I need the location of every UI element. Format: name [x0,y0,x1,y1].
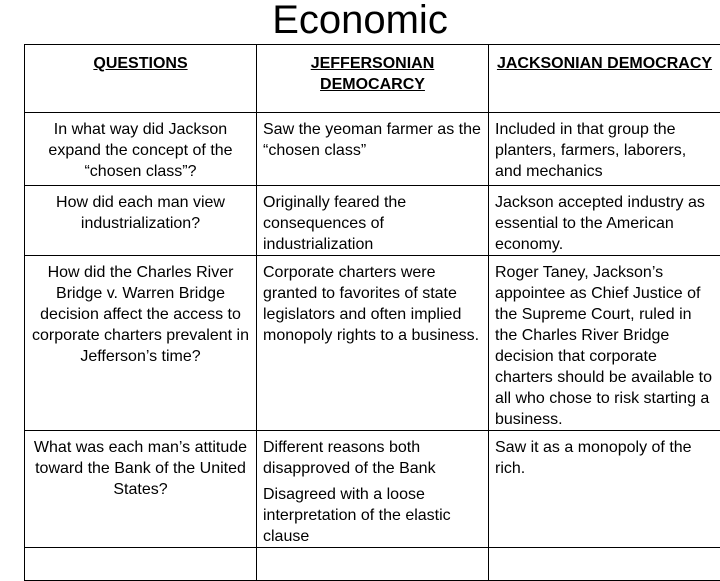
header-questions [25,45,257,113]
comparison-table [24,44,720,581]
jeffersonian-cell [257,431,489,548]
slide-title: Economic [0,0,720,40]
header-jeffersonian-label: JEFFERSONIAN DEMOCARCY [311,55,435,93]
header-questions-label: QUESTIONS [93,55,187,72]
header-jacksonian-label: JACKSONIAN DEMOCRACY [497,55,712,72]
table-row [25,256,720,431]
table-row [25,113,720,186]
jeffersonian-paragraph: Different reasons both disapproved of the Bank [263,437,482,479]
jacksonian-cell: Jackson accepted industry as essential to the American economy. [489,186,720,256]
jacksonian-cell: Roger Taney, Jackson’s appointee as Chief Justice of the Supreme Court, ruled in the Charles River Bridge decision that corporate charters should be available to all who chose to risk starting a business. [489,256,720,431]
jeffersonian-cell: Saw the yeoman farmer as the “chosen class” [257,113,489,186]
empty-row [25,548,720,581]
question-cell: How did each man view industrialization? [25,186,257,256]
jacksonian-cell: Included in that group the planters, farmers, laborers, and mechanics [489,113,720,186]
jacksonian-cell: Saw it as a monopoly of the rich. [489,431,720,548]
jeffersonian-paragraph: Disagreed with a loose interpretation of the elastic clause [263,484,482,547]
question-cell: What was each man’s attitude toward the Bank of the United States? [25,431,257,548]
empty-cell [25,548,257,581]
question-cell: In what way did Jackson expand the concept of the “chosen class”? [25,113,257,186]
question-cell: How did the Charles River Bridge v. Warren Bridge decision affect the access to corporate charters prevalent in Jefferson’s time? [25,256,257,431]
empty-cell [489,548,720,581]
header-jeffersonian [257,45,489,113]
empty-cell [257,548,489,581]
table-row [25,431,720,548]
header-row [25,45,720,113]
header-jacksonian [489,45,720,113]
jeffersonian-cell: Corporate charters were granted to favorites of state legislators and often implied monopoly rights to a business. [257,256,489,431]
table-row [25,186,720,256]
jeffersonian-cell: Originally feared the consequences of industrialization [257,186,489,256]
